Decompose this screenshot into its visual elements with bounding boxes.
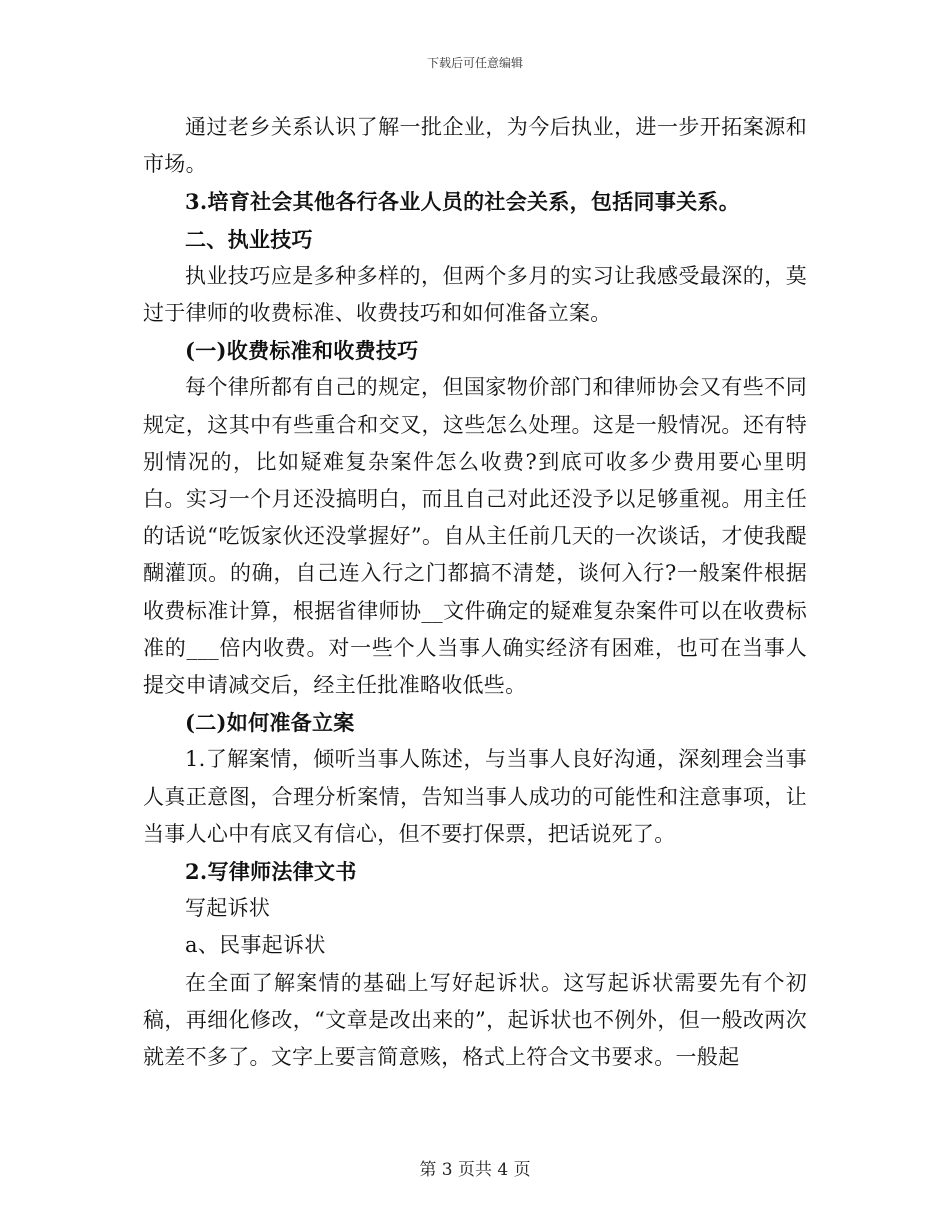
section-heading: 2.写律师法律文书 [185, 859, 357, 885]
paragraph: 执业技巧应是多种多样的，但两个多月的实习让我感受最深的，莫过于律师的收费标准、收费技巧和如何准备立案。 [143, 263, 807, 326]
paragraph: 写起诉状 [185, 896, 271, 921]
paragraph: 每个律所都有自己的规定，但国家物价部门和律师协会又有些不同规定，这其中有些重合和交叉，这些怎么处理。这是一般情况。还有特别情况的，比如疑难复杂案件怎么收费?到底可收多少费用要心里明白。实习一个月还没搞明白，而且自己对此还没予以足够重视。用主任的话说“吃饭家伙还没掌握好”。自从主任前几天的一次谈话，才使我醍醐灌顶。的确，自己连入行之门都搞不清楚，谈何入行?一般案件根据收费标准计算，根据省律师协__文件确定的疑难复杂案件可以在收费标准的___倍内收费。对一些个人当事人确实经济有困难，也可在当事人提交申请减交后，经主任批准略收低些。 [143, 375, 807, 698]
paragraph: 通过老乡关系认识了解一批企业，为今后执业，进一步开拓案源和市场。 [143, 115, 807, 177]
paragraph: a、民事起诉状 [185, 933, 326, 958]
section-heading: 3.培育社会其他各行各业人员的社会关系，包括同事关系。 [185, 189, 741, 215]
paragraph: 在全面了解案情的基础上写好起诉状。这写起诉状需要先有个初稿，再细化修改，“文章是改出来的”，起诉状也不例外，但一般改两次就差不多了。文字上要言简意赅，格式上符合文书要求。一般起 [143, 970, 807, 1070]
page-header: 下载后可任意编辑 [426, 56, 523, 70]
document-body [143, 109, 807, 1076]
paragraph: 1.了解案情，倾听当事人陈述，与当事人良好沟通，深刻理会当事人真正意图，合理分析案情，告知当事人成功的可能性和注意事项，让当事人心中有底又有信心，但不要打保票，把话说死了。 [143, 747, 807, 846]
page-footer: 第 3 页共 4 页 [419, 1160, 531, 1180]
section-heading: (一)收费标准和收费技巧 [185, 338, 419, 364]
section-heading: 二、执业技巧 [185, 226, 313, 252]
section-heading: (二)如何准备立案 [185, 710, 355, 736]
